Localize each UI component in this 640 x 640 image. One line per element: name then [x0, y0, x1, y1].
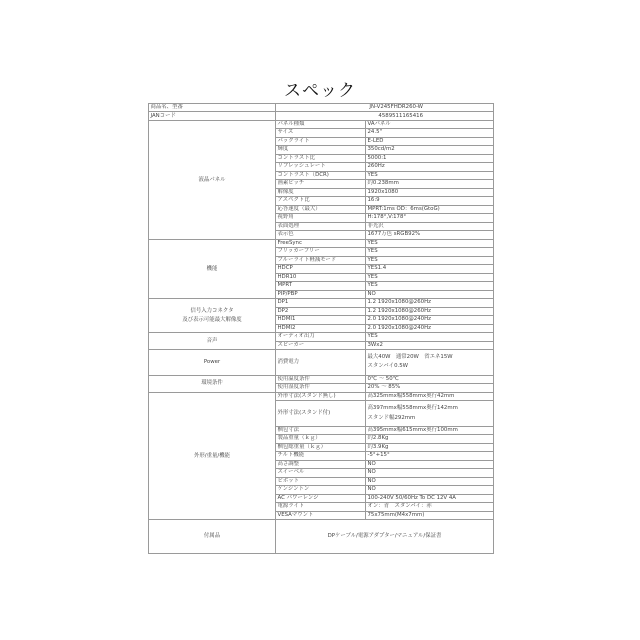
spec-category: 信号入力コネクタ 及び表示可能最大解像度 [149, 299, 276, 333]
spec-value: 1920x1080 [366, 188, 494, 196]
spec-row [149, 375, 494, 383]
spec-label: パネル種類 [276, 120, 366, 128]
spec-value: YES1.4 [366, 265, 494, 273]
spec-header-label: 商品名、型番 [149, 104, 276, 112]
spec-label: コントラスト比 [276, 154, 366, 162]
spec-label: ブルーライト軽減モード [276, 256, 366, 264]
spec-label: 表面処理 [276, 222, 366, 230]
spec-value: 非光沢 [366, 222, 494, 230]
spec-category: 付属品 [149, 520, 276, 554]
spec-value: 75x75mm(M4x7mm) [366, 511, 494, 519]
spec-label: DP1 [276, 299, 366, 307]
spec-value: YES [366, 333, 494, 341]
spec-row [149, 350, 494, 376]
spec-label: ケンジントン [276, 486, 366, 494]
spec-category: Power [149, 350, 276, 376]
spec-value: E-LED [366, 137, 494, 145]
spec-category: 音声 [149, 333, 276, 350]
spec-value: NO [366, 486, 494, 494]
spec-row [149, 239, 494, 247]
spec-label: リフレッシュレート [276, 163, 366, 171]
spec-accessories-row [149, 520, 494, 554]
spec-label: DP2 [276, 307, 366, 315]
spec-value: 260Hz [366, 163, 494, 171]
spec-value: VAパネル [366, 120, 494, 128]
spec-row [149, 333, 494, 341]
spec-label: 梱包総重量（ｋｇ） [276, 443, 366, 451]
spec-label: 表示色 [276, 231, 366, 239]
spec-value: 350cd/m2 [366, 146, 494, 154]
spec-value: 約0.238mm [366, 180, 494, 188]
spec-header-row [149, 104, 494, 112]
spec-value: MPRT:1ms OD：6ms(GtoG) [366, 205, 494, 213]
spec-label: 画素ピッチ [276, 180, 366, 188]
spec-label: PIP/PBP [276, 290, 366, 298]
spec-label: 電源ライト [276, 503, 366, 511]
spec-label: スピーカー [276, 341, 366, 349]
spec-label: VESAマウント [276, 511, 366, 519]
spec-header-value: 4589511165416 [276, 112, 494, 120]
spec-value: NO [366, 460, 494, 468]
spec-value: NO [366, 469, 494, 477]
spec-row [149, 392, 494, 400]
spec-value: -5°+15° [366, 452, 494, 460]
spec-value: YES [366, 239, 494, 247]
spec-label: AC パワーレンジ [276, 494, 366, 502]
spec-row [149, 120, 494, 128]
spec-value: NO [366, 477, 494, 485]
spec-label: 外形寸法(スタンド無し) [276, 392, 366, 400]
spec-value-line: スタンバイ0.5W [367, 363, 408, 370]
spec-value: 2.0 1920x1080@240Hz [366, 316, 494, 324]
spec-value: 高325mmx幅558mmx奥行42mm [366, 392, 494, 400]
spec-label: コントラスト（DCR) [276, 171, 366, 179]
spec-category: 液晶パネル [149, 120, 276, 239]
spec-accessories-value: DPケーブル/電源アダプター/マニュアル/保証書 [276, 520, 494, 554]
spec-value: 2.0 1920x1080@240Hz [366, 324, 494, 332]
spec-value-line: 最大40W 通常20W 省エネ15W [367, 354, 453, 361]
spec-label: 高さ調整 [276, 460, 366, 468]
spec-value: YES [366, 256, 494, 264]
spec-label: 視野角 [276, 214, 366, 222]
spec-header-row [149, 112, 494, 120]
spec-table [148, 103, 494, 554]
spec-row [149, 299, 494, 307]
spec-label: チルト機能 [276, 452, 366, 460]
spec-value: 100-240V 50/60Hz To DC 12V 4A [366, 494, 494, 502]
spec-value: 20% ～ 85% [366, 384, 494, 392]
spec-label: 使用湿度条件 [276, 384, 366, 392]
spec-value: YES [366, 171, 494, 179]
spec-label: サイズ [276, 129, 366, 137]
spec-label: HDR10 [276, 273, 366, 281]
spec-value: 高395mmx幅615mmx奥行100mm [366, 426, 494, 434]
spec-label: アスペクト比 [276, 197, 366, 205]
spec-value-line: 高397mmx幅558mmx奥行142mm [367, 405, 458, 412]
spec-header-value: JN-V245FHDR260-W [276, 104, 494, 112]
spec-label: オーディオ出力 [276, 333, 366, 341]
spec-value: 1677万色 sRGB92% [366, 231, 494, 239]
spec-label: FreeSync [276, 239, 366, 247]
spec-label: 応答速度（最大） [276, 205, 366, 213]
spec-value [366, 350, 494, 376]
spec-value: NO [366, 290, 494, 298]
spec-label: MPRT [276, 282, 366, 290]
spec-label: HDCP [276, 265, 366, 273]
spec-label: 解像度 [276, 188, 366, 196]
spec-value [366, 401, 494, 427]
spec-value: 約3.9Kg [366, 443, 494, 451]
spec-value: オン：青 スタンバイ：赤 [366, 503, 494, 511]
spec-label: ピボット [276, 477, 366, 485]
spec-value: 1.2 1920x1080@260Hz [366, 299, 494, 307]
spec-category: 外形/重量/機能 [149, 392, 276, 520]
spec-label: バックライト [276, 137, 366, 145]
spec-value: 0℃ ～ 50℃ [366, 375, 494, 383]
spec-label: 外形寸法(スタンド付) [276, 401, 366, 427]
spec-value: 3Wx2 [366, 341, 494, 349]
spec-category: 機能 [149, 239, 276, 298]
spec-category: 環境条件 [149, 375, 276, 392]
spec-label: HDMI2 [276, 324, 366, 332]
spec-label: 輝度 [276, 146, 366, 154]
spec-label: 消費電力 [276, 350, 366, 376]
spec-value: YES [366, 273, 494, 281]
spec-label: 使用温度条件 [276, 375, 366, 383]
spec-value: YES [366, 248, 494, 256]
spec-value: YES [366, 282, 494, 290]
spec-value: 5000:1 [366, 154, 494, 162]
spec-value: 1.2 1920x1080@260Hz [366, 307, 494, 315]
spec-label: 梱包寸法 [276, 426, 366, 434]
spec-value: 約2.8Kg [366, 435, 494, 443]
spec-label: HDMI1 [276, 316, 366, 324]
spec-label: フリッカーフリー [276, 248, 366, 256]
spec-value: 24.5" [366, 129, 494, 137]
spec-value: 16:9 [366, 197, 494, 205]
spec-value-line: スタンド幅292mm [367, 414, 416, 421]
spec-header-label: JANコード [149, 112, 276, 120]
page-title: スペック [284, 81, 356, 101]
spec-value: H:178°,V:178° [366, 214, 494, 222]
spec-label: 製品重量（ｋｇ） [276, 435, 366, 443]
spec-label: スイーベル [276, 469, 366, 477]
